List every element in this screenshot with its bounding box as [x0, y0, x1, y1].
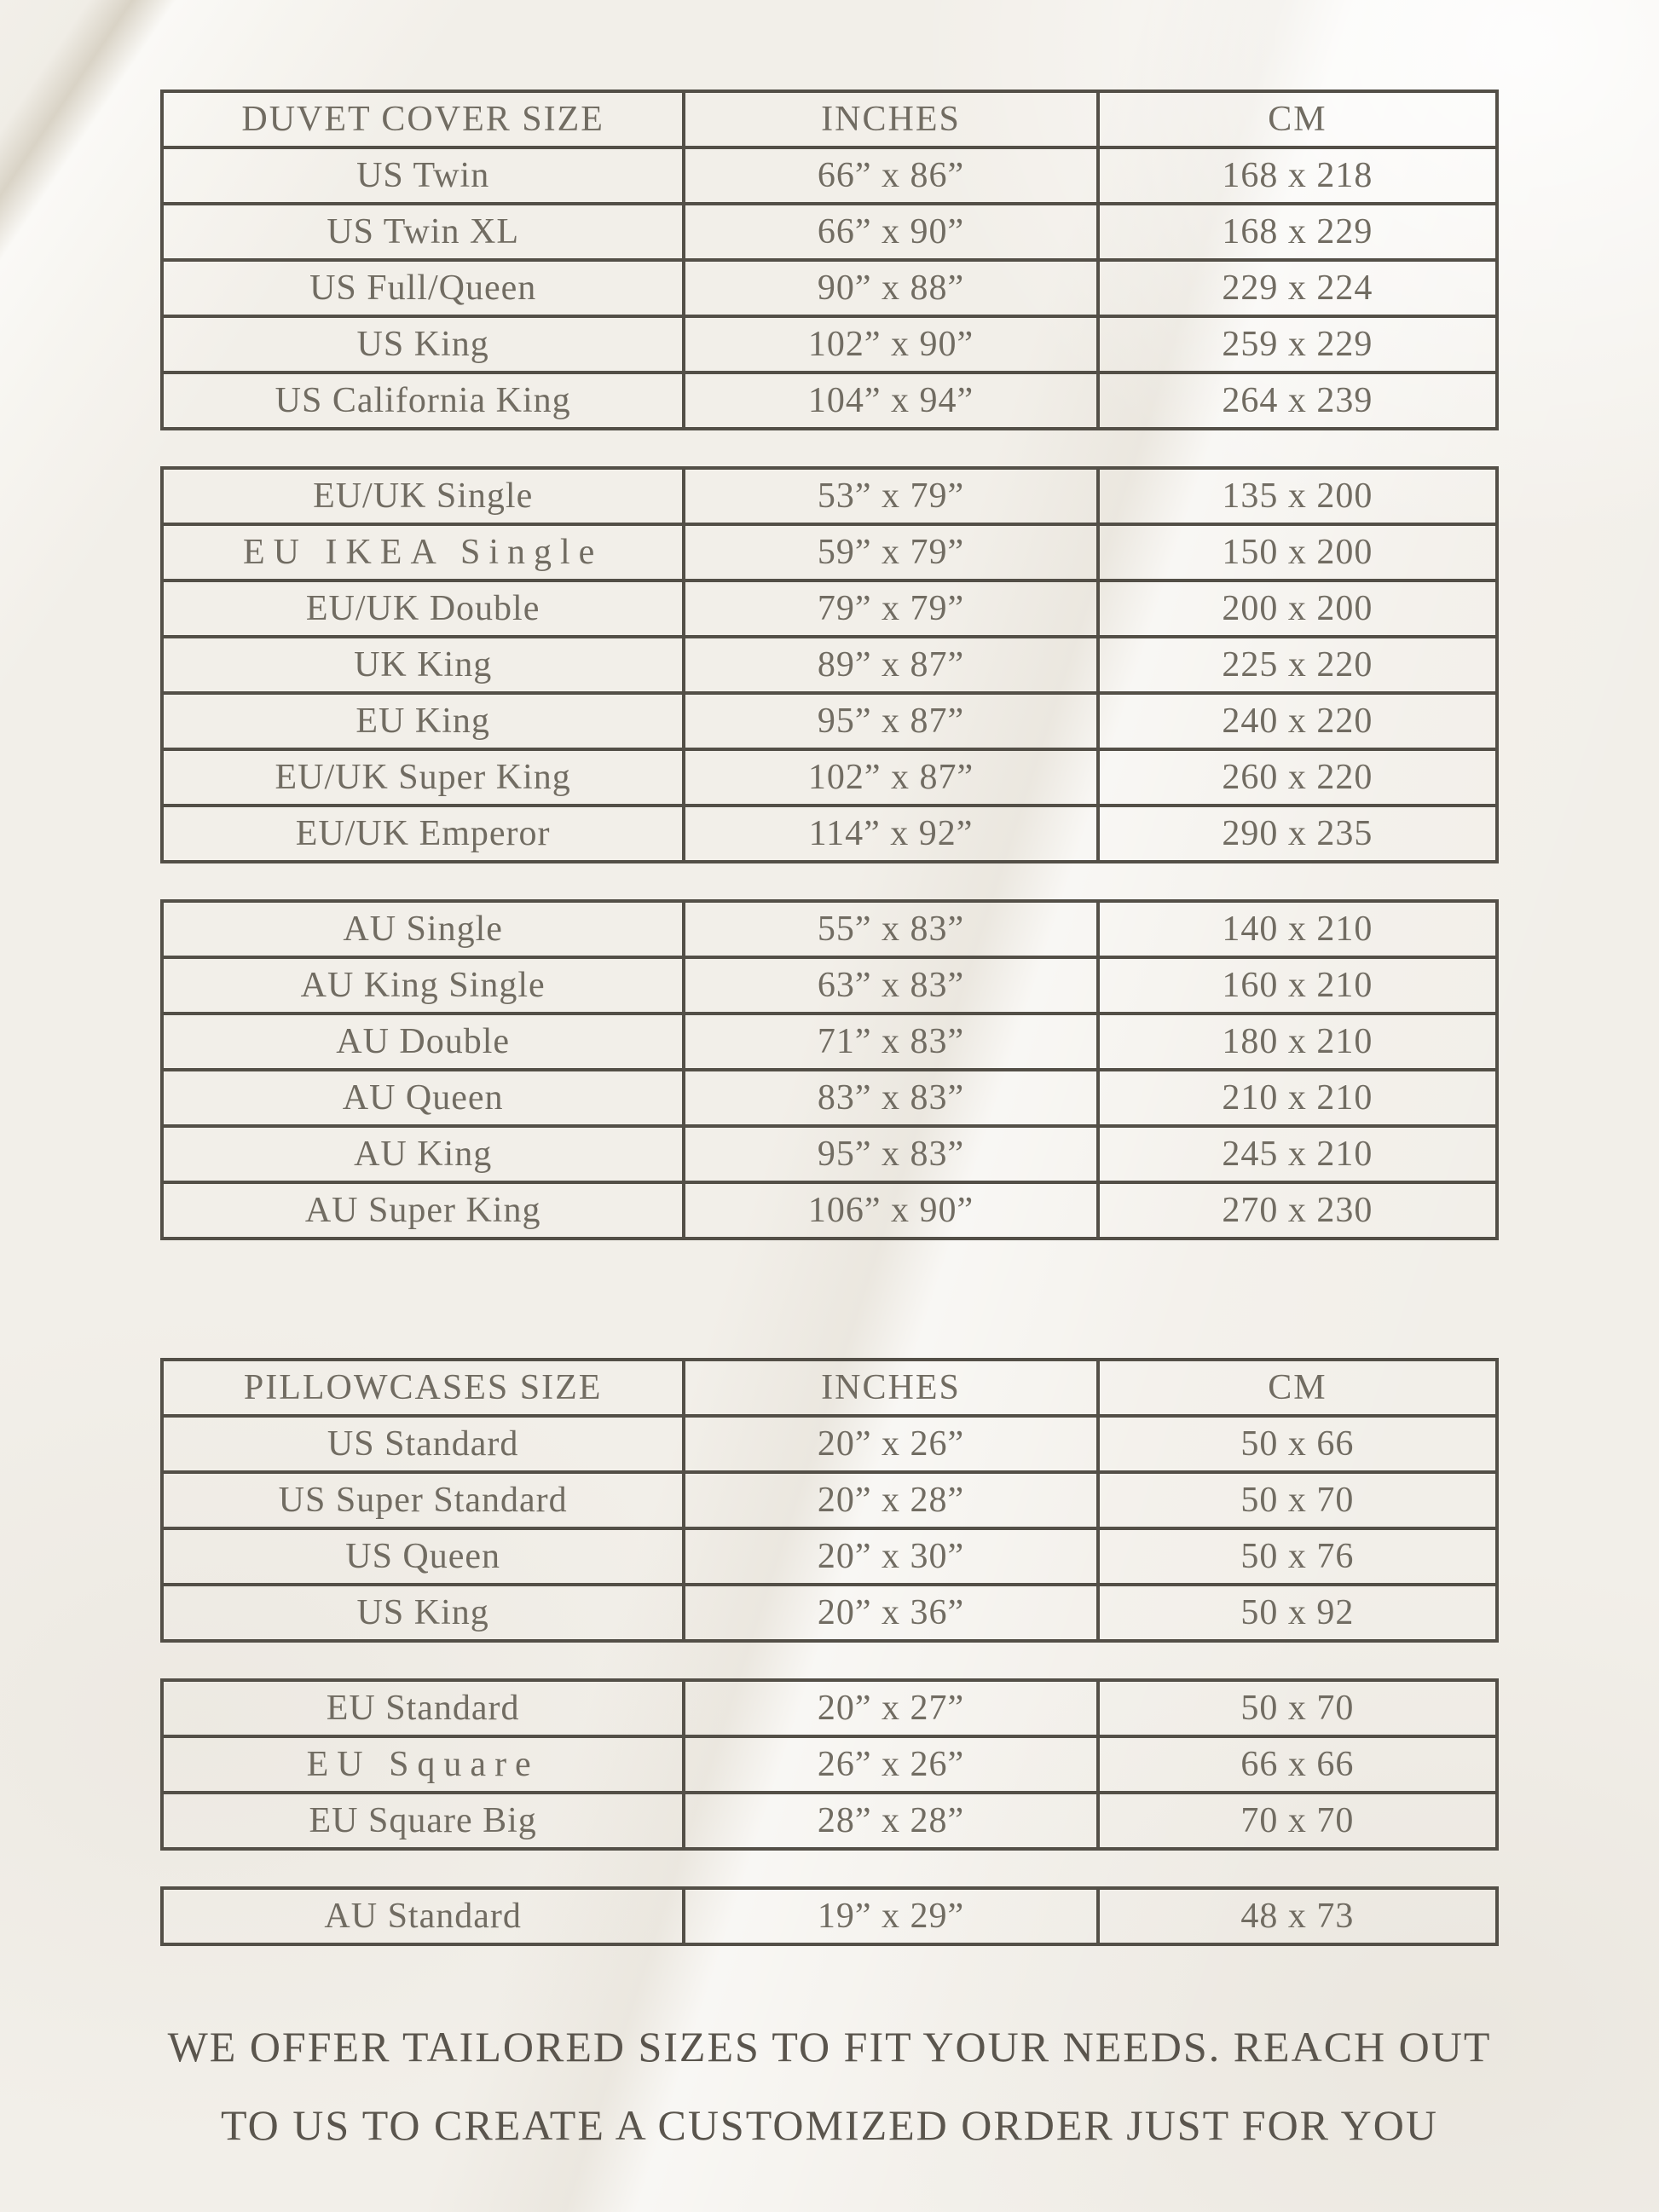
- inches-column-header: INCHES: [684, 91, 1097, 147]
- cm-cell: 264 x 239: [1098, 373, 1497, 429]
- table-row: [162, 806, 1497, 862]
- size-label-cell: US Twin XL: [162, 204, 684, 260]
- inches-cell: 20” x 28”: [684, 1472, 1097, 1528]
- table-row: [162, 1680, 1497, 1736]
- cm-cell: 259 x 229: [1098, 316, 1497, 373]
- size-label-cell: EU Square Big: [162, 1793, 684, 1849]
- cm-cell: 50 x 70: [1098, 1472, 1497, 1528]
- custom-order-note-line1: WE OFFER TAILORED SIZES TO FIT YOUR NEEDS. REACH OUT: [167, 2023, 1492, 2071]
- cm-cell: 135 x 200: [1098, 468, 1497, 524]
- table-header-row: [162, 91, 1497, 147]
- inches-cell: 95” x 87”: [684, 693, 1097, 749]
- custom-order-note: [160, 2007, 1499, 2164]
- cm-cell: 150 x 200: [1098, 524, 1497, 580]
- size-label-cell: US Standard: [162, 1416, 684, 1472]
- pillowcase-eu-size-table: [160, 1678, 1499, 1851]
- cm-column-header: CM: [1098, 91, 1497, 147]
- inches-cell: 83” x 83”: [684, 1070, 1097, 1126]
- cm-cell: 210 x 210: [1098, 1070, 1497, 1126]
- size-chart-content: [160, 90, 1499, 2164]
- pillowcase-au-size-table: [160, 1886, 1499, 1946]
- table-row: [162, 1528, 1497, 1585]
- cm-cell: 180 x 210: [1098, 1014, 1497, 1070]
- cm-cell: 50 x 76: [1098, 1528, 1497, 1585]
- table-row: [162, 373, 1497, 429]
- inches-cell: 20” x 26”: [684, 1416, 1097, 1472]
- size-label-cell: EU/UK Double: [162, 580, 684, 637]
- size-label-cell: US Twin: [162, 147, 684, 204]
- inches-cell: 114” x 92”: [684, 806, 1097, 862]
- inches-cell: 28” x 28”: [684, 1793, 1097, 1849]
- cm-cell: 260 x 220: [1098, 749, 1497, 806]
- size-label-cell: US King: [162, 1585, 684, 1641]
- cm-cell: 140 x 210: [1098, 901, 1497, 957]
- table-row: [162, 1070, 1497, 1126]
- size-label-cell: US California King: [162, 373, 684, 429]
- inches-cell: 59” x 79”: [684, 524, 1097, 580]
- size-label-cell: AU King Single: [162, 957, 684, 1014]
- section-gap: [160, 1240, 1499, 1358]
- table-row: [162, 1888, 1497, 1944]
- inches-cell: 95” x 83”: [684, 1126, 1097, 1182]
- size-label-cell: AU Super King: [162, 1182, 684, 1239]
- cm-column-header: CM: [1098, 1360, 1497, 1416]
- cm-cell: 50 x 70: [1098, 1680, 1497, 1736]
- table-gap: [160, 1851, 1499, 1886]
- cm-cell: 48 x 73: [1098, 1888, 1497, 1944]
- size-label-cell: AU King: [162, 1126, 684, 1182]
- inches-cell: 63” x 83”: [684, 957, 1097, 1014]
- size-label-cell: EU Square: [162, 1736, 684, 1793]
- size-label-cell: US Full/Queen: [162, 260, 684, 316]
- cm-cell: 168 x 229: [1098, 204, 1497, 260]
- size-label-cell: AU Standard: [162, 1888, 684, 1944]
- cm-cell: 245 x 210: [1098, 1126, 1497, 1182]
- size-label-cell: US Queen: [162, 1528, 684, 1585]
- size-label-cell: AU Single: [162, 901, 684, 957]
- inches-cell: 104” x 94”: [684, 373, 1097, 429]
- table-row: [162, 1416, 1497, 1472]
- inches-column-header: INCHES: [684, 1360, 1097, 1416]
- table-row: [162, 1736, 1497, 1793]
- size-label-cell: UK King: [162, 637, 684, 693]
- cm-cell: 50 x 92: [1098, 1585, 1497, 1641]
- inches-cell: 66” x 90”: [684, 204, 1097, 260]
- inches-cell: 79” x 79”: [684, 580, 1097, 637]
- table-row: [162, 468, 1497, 524]
- size-label-cell: EU/UK Single: [162, 468, 684, 524]
- cm-cell: 50 x 66: [1098, 1416, 1497, 1472]
- table-gap: [160, 1643, 1499, 1678]
- cm-cell: 290 x 235: [1098, 806, 1497, 862]
- pillowcase-us-size-table: [160, 1358, 1499, 1643]
- table-row: [162, 957, 1497, 1014]
- cm-cell: 225 x 220: [1098, 637, 1497, 693]
- size-label-cell: EU IKEA Single: [162, 524, 684, 580]
- table-row: [162, 580, 1497, 637]
- table-row: [162, 316, 1497, 373]
- size-label-cell: US Super Standard: [162, 1472, 684, 1528]
- table-row: [162, 1014, 1497, 1070]
- table-row: [162, 749, 1497, 806]
- table-gap: [160, 863, 1499, 899]
- inches-cell: 19” x 29”: [684, 1888, 1097, 1944]
- duvet-eu-uk-size-table: [160, 466, 1499, 863]
- size-label-cell: AU Queen: [162, 1070, 684, 1126]
- inches-cell: 20” x 30”: [684, 1528, 1097, 1585]
- size-column-header: PILLOWCASES SIZE: [162, 1360, 684, 1416]
- table-row: [162, 147, 1497, 204]
- inches-cell: 90” x 88”: [684, 260, 1097, 316]
- inches-cell: 66” x 86”: [684, 147, 1097, 204]
- table-row: [162, 1472, 1497, 1528]
- duvet-au-size-table: [160, 899, 1499, 1240]
- table-gap: [160, 430, 1499, 466]
- table-row: [162, 901, 1497, 957]
- cm-cell: 229 x 224: [1098, 260, 1497, 316]
- table-row: [162, 1182, 1497, 1239]
- size-label-cell: EU King: [162, 693, 684, 749]
- inches-cell: 20” x 27”: [684, 1680, 1097, 1736]
- table-row: [162, 204, 1497, 260]
- cm-cell: 168 x 218: [1098, 147, 1497, 204]
- size-label-cell: US King: [162, 316, 684, 373]
- custom-order-note-line2: TO US TO CREATE A CUSTOMIZED ORDER JUST FOR YOU: [220, 2101, 1438, 2149]
- size-label-cell: EU/UK Super King: [162, 749, 684, 806]
- cm-cell: 200 x 200: [1098, 580, 1497, 637]
- cm-cell: 70 x 70: [1098, 1793, 1497, 1849]
- inches-cell: 89” x 87”: [684, 637, 1097, 693]
- table-row: [162, 1585, 1497, 1641]
- duvet-us-size-table: [160, 90, 1499, 430]
- inches-cell: 55” x 83”: [684, 901, 1097, 957]
- inches-cell: 53” x 79”: [684, 468, 1097, 524]
- table-row: [162, 260, 1497, 316]
- table-row: [162, 637, 1497, 693]
- size-label-cell: AU Double: [162, 1014, 684, 1070]
- cm-cell: 270 x 230: [1098, 1182, 1497, 1239]
- size-column-header: DUVET COVER SIZE: [162, 91, 684, 147]
- size-label-cell: EU Standard: [162, 1680, 684, 1736]
- inches-cell: 102” x 90”: [684, 316, 1097, 373]
- cm-cell: 240 x 220: [1098, 693, 1497, 749]
- size-label-cell: EU/UK Emperor: [162, 806, 684, 862]
- table-row: [162, 693, 1497, 749]
- table-header-row: [162, 1360, 1497, 1416]
- inches-cell: 71” x 83”: [684, 1014, 1097, 1070]
- inches-cell: 20” x 36”: [684, 1585, 1097, 1641]
- inches-cell: 26” x 26”: [684, 1736, 1097, 1793]
- inches-cell: 102” x 87”: [684, 749, 1097, 806]
- cm-cell: 160 x 210: [1098, 957, 1497, 1014]
- table-row: [162, 1793, 1497, 1849]
- table-row: [162, 1126, 1497, 1182]
- table-row: [162, 524, 1497, 580]
- inches-cell: 106” x 90”: [684, 1182, 1097, 1239]
- cm-cell: 66 x 66: [1098, 1736, 1497, 1793]
